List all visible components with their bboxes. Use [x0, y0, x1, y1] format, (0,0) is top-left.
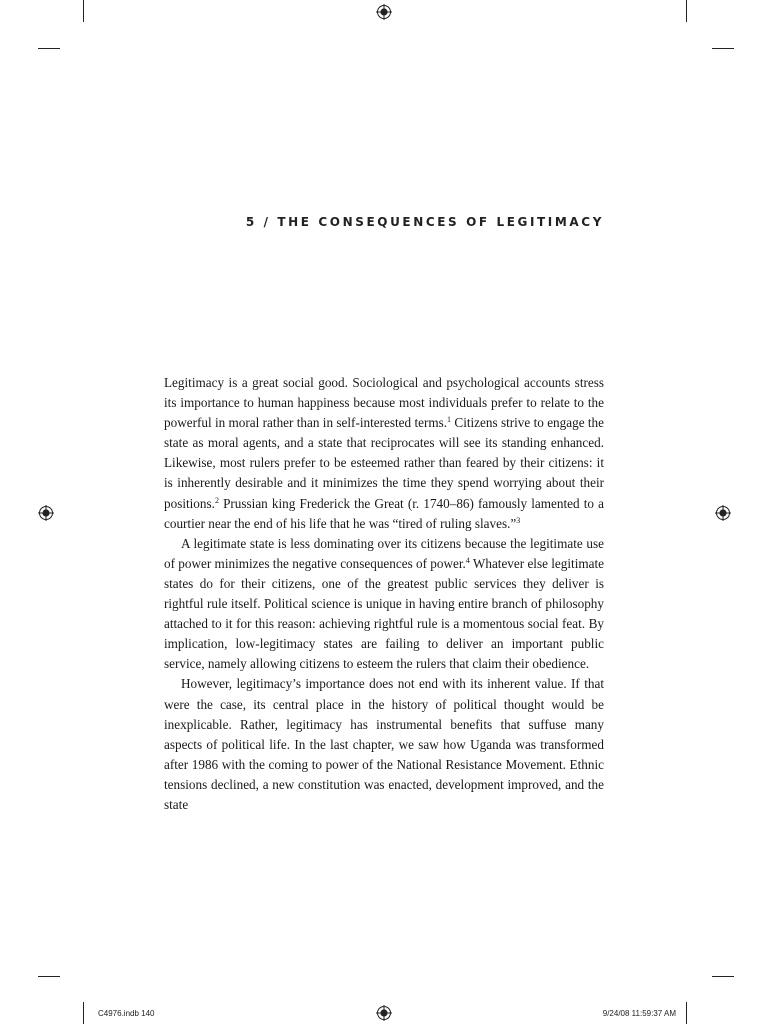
- registration-target-icon: [38, 505, 54, 521]
- paragraph-2-text-b: Whatever else legitimate states do for their citizens, one of the greatest public services they deliver is rightful rule itself. Political science is unique in having entire branch of philosophy attached to it for this reason: achieving rightful rule is a momentous social feat. By implication, low-legitimacy states are failing to deliver an important public service, namely allowing citizens to esteem the rulers that claim their obedience.: [164, 555, 604, 672]
- paragraph-3-text: However, legitimacy’s importance does not end with its inherent value. If that were the case, its central place in the history of political thought would be inexplicable. Rather, legitimacy has instrumental benefits that suffuse many aspects of political life. In the last chapter, we saw how Uganda was transformed after 1986 with the coming to power of the National Resistance Movement. Ethnic tensions declined, a new constitution was enacted, development improved, and the state: [164, 676, 604, 812]
- footnote-ref-1[interactable]: 1: [447, 415, 452, 425]
- slug-file-name: C4976.indb 140: [98, 1009, 155, 1018]
- crop-mark-left-bottom: [38, 976, 60, 977]
- footnote-ref-4[interactable]: 4: [465, 555, 470, 565]
- chapter-title: 5 / THE CONSEQUENCES OF LEGITIMACY: [245, 215, 604, 229]
- paragraph-2-text-a: A legitimate state is less dominating over its citizens because the legitimate use of power minimizes the negative consequences of power.: [164, 535, 604, 571]
- paragraph-1: [164, 373, 604, 534]
- paragraph-3: [164, 674, 604, 815]
- paragraph-1-text-a: Legitimacy is a great social good. Sociological and psychological accounts stress its importance to human happiness because most individuals prefer to relate to the powerful in moral rather than in self-interested terms.: [164, 375, 604, 431]
- registration-target-icon: [376, 1005, 392, 1021]
- crop-mark-bottom-right: [686, 1002, 687, 1024]
- crop-mark-top-left: [83, 0, 84, 22]
- footnote-ref-3[interactable]: 3: [516, 515, 521, 525]
- registration-target-icon: [376, 4, 392, 20]
- registration-target-icon: [715, 505, 731, 521]
- body-text: [164, 373, 604, 815]
- footnote-ref-2[interactable]: 2: [214, 495, 219, 505]
- paragraph-1-text-c: Prussian king Frederick the Great (r. 1740–86) famously lamented to a courtier near the end of his life that he was “tired of ruling slaves.”: [164, 495, 604, 531]
- paragraph-1-text-b: Citizens strive to engage the state as moral agents, and a state that reciprocates will see its standing enhanced. Likewise, most rulers prefer to be esteemed rather than feared by their citizens: it is inherently desirable and it minimizes the time they spend worrying about their positions.: [164, 415, 605, 511]
- crop-mark-top-right: [686, 0, 687, 22]
- crop-mark-right-top: [712, 48, 734, 49]
- crop-mark-bottom-left: [83, 1002, 84, 1024]
- crop-mark-right-bottom: [712, 976, 734, 977]
- paragraph-2: [164, 534, 604, 675]
- slug-timestamp: 9/24/08 11:59:37 AM: [602, 1009, 676, 1018]
- crop-mark-left-top: [38, 48, 60, 49]
